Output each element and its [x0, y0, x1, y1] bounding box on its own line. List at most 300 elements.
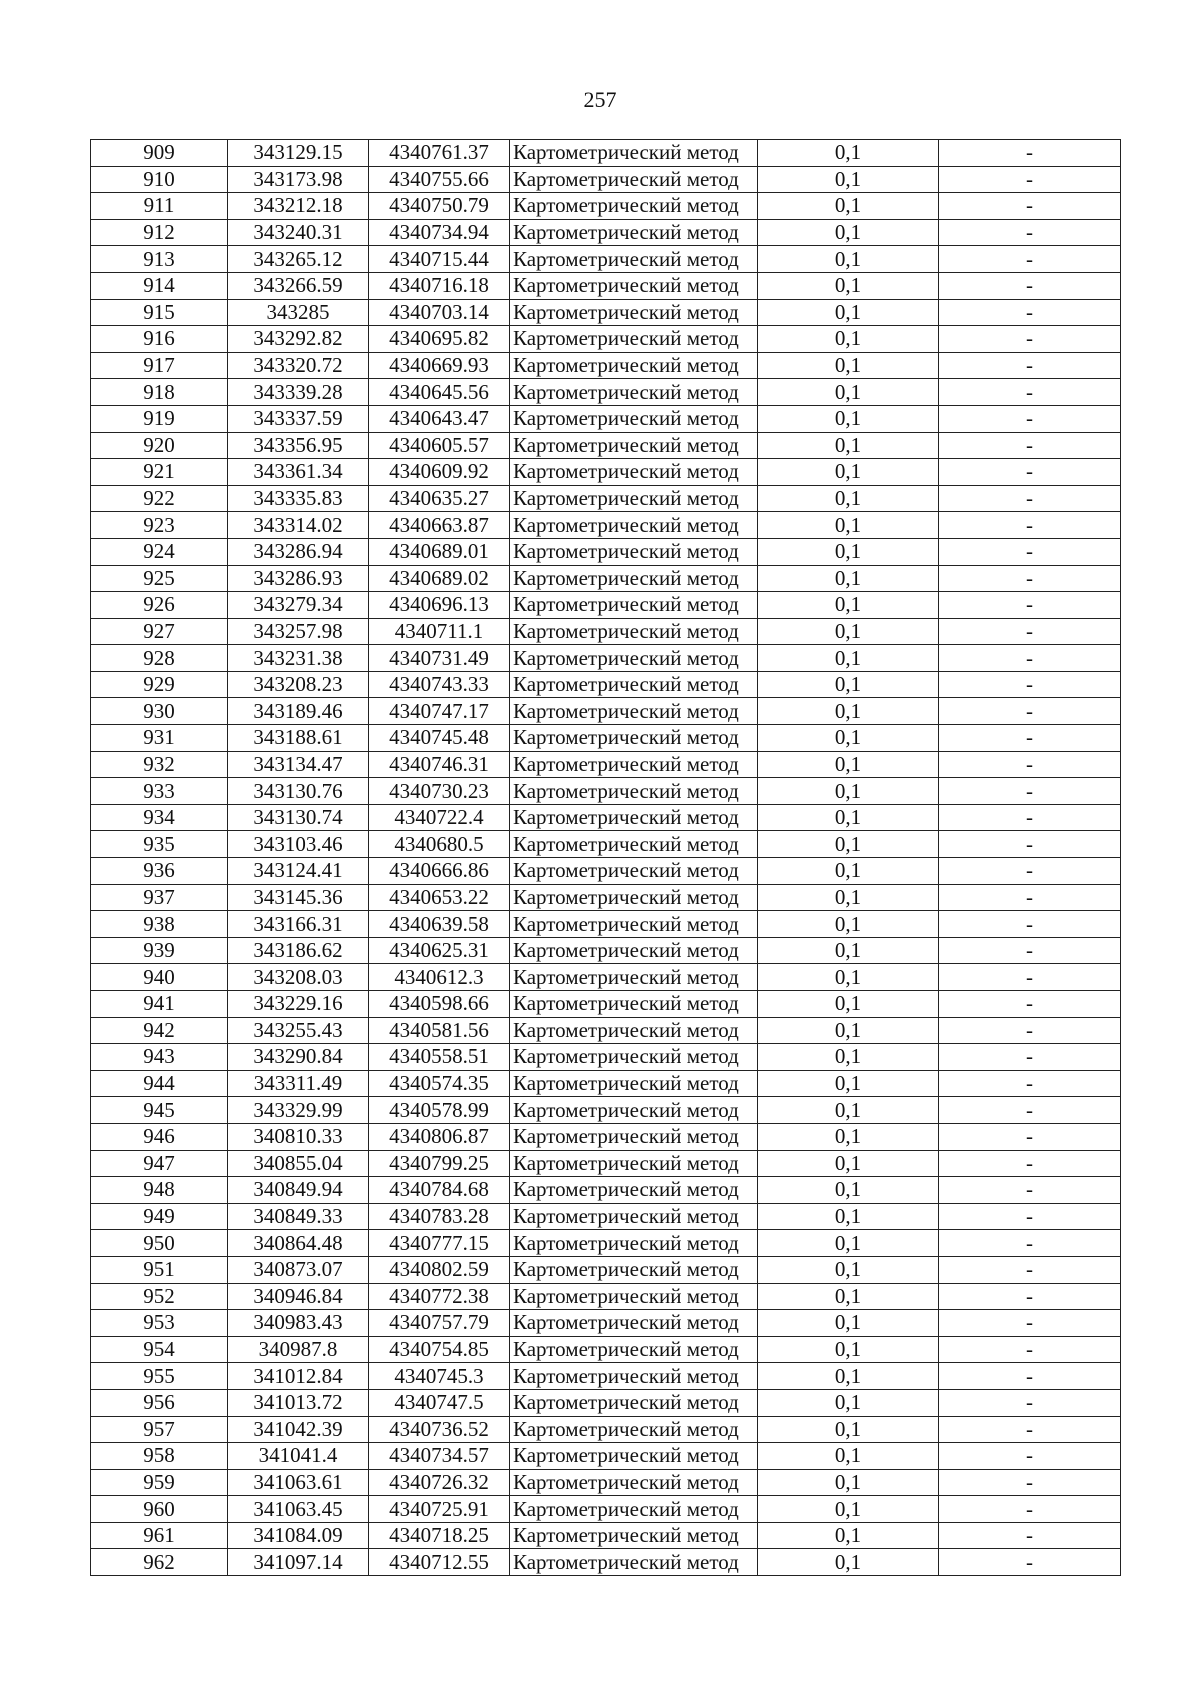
- note-cell: -: [939, 1123, 1121, 1150]
- point-number-cell: 918: [91, 379, 228, 406]
- x-coordinate-cell: 343129.15: [228, 140, 369, 167]
- point-number-cell: 910: [91, 166, 228, 193]
- x-coordinate-cell: 340983.43: [228, 1310, 369, 1337]
- point-number-cell: 940: [91, 964, 228, 991]
- table-row: [91, 432, 1121, 459]
- method-cell: Картометрический метод: [510, 432, 758, 459]
- x-coordinate-cell: 343124.41: [228, 858, 369, 885]
- x-coordinate-cell: 343208.23: [228, 671, 369, 698]
- table-row: [91, 1549, 1121, 1576]
- y-coordinate-cell: 4340731.49: [369, 645, 510, 672]
- table-row: [91, 405, 1121, 432]
- x-coordinate-cell: 343314.02: [228, 512, 369, 539]
- x-coordinate-cell: 343279.34: [228, 592, 369, 619]
- note-cell: -: [939, 1336, 1121, 1363]
- accuracy-cell: 0,1: [758, 592, 939, 619]
- method-cell: Картометрический метод: [510, 1097, 758, 1124]
- method-cell: Картометрический метод: [510, 1230, 758, 1257]
- method-cell: Картометрический метод: [510, 937, 758, 964]
- table-row: [91, 459, 1121, 486]
- note-cell: -: [939, 1097, 1121, 1124]
- accuracy-cell: 0,1: [758, 1123, 939, 1150]
- method-cell: Картометрический метод: [510, 725, 758, 752]
- note-cell: -: [939, 1150, 1121, 1177]
- accuracy-cell: 0,1: [758, 1044, 939, 1071]
- note-cell: -: [939, 1044, 1121, 1071]
- x-coordinate-cell: 343285: [228, 299, 369, 326]
- y-coordinate-cell: 4340754.85: [369, 1336, 510, 1363]
- point-number-cell: 916: [91, 326, 228, 353]
- accuracy-cell: 0,1: [758, 326, 939, 353]
- accuracy-cell: 0,1: [758, 246, 939, 273]
- x-coordinate-cell: 343255.43: [228, 1017, 369, 1044]
- note-cell: -: [939, 1283, 1121, 1310]
- x-coordinate-cell: 341013.72: [228, 1389, 369, 1416]
- note-cell: -: [939, 140, 1121, 167]
- table-row: [91, 1469, 1121, 1496]
- point-number-cell: 962: [91, 1549, 228, 1576]
- accuracy-cell: 0,1: [758, 1256, 939, 1283]
- point-number-cell: 923: [91, 512, 228, 539]
- method-cell: Картометрический метод: [510, 565, 758, 592]
- note-cell: -: [939, 352, 1121, 379]
- method-cell: Картометрический метод: [510, 964, 758, 991]
- x-coordinate-cell: 343286.93: [228, 565, 369, 592]
- y-coordinate-cell: 4340718.25: [369, 1522, 510, 1549]
- x-coordinate-cell: 343339.28: [228, 379, 369, 406]
- x-coordinate-cell: 343257.98: [228, 618, 369, 645]
- y-coordinate-cell: 4340558.51: [369, 1044, 510, 1071]
- table-row: [91, 1150, 1121, 1177]
- accuracy-cell: 0,1: [758, 1177, 939, 1204]
- method-cell: Картометрический метод: [510, 1496, 758, 1523]
- y-coordinate-cell: 4340747.5: [369, 1389, 510, 1416]
- x-coordinate-cell: 343335.83: [228, 485, 369, 512]
- accuracy-cell: 0,1: [758, 352, 939, 379]
- point-number-cell: 930: [91, 698, 228, 725]
- table-row: [91, 1256, 1121, 1283]
- x-coordinate-cell: 343130.74: [228, 804, 369, 831]
- x-coordinate-cell: 343266.59: [228, 272, 369, 299]
- note-cell: -: [939, 459, 1121, 486]
- y-coordinate-cell: 4340639.58: [369, 911, 510, 938]
- note-cell: -: [939, 538, 1121, 565]
- method-cell: Картометрический метод: [510, 1469, 758, 1496]
- note-cell: -: [939, 1070, 1121, 1097]
- x-coordinate-cell: 343173.98: [228, 166, 369, 193]
- point-number-cell: 949: [91, 1203, 228, 1230]
- accuracy-cell: 0,1: [758, 1549, 939, 1576]
- accuracy-cell: 0,1: [758, 379, 939, 406]
- note-cell: -: [939, 858, 1121, 885]
- note-cell: -: [939, 937, 1121, 964]
- note-cell: -: [939, 1469, 1121, 1496]
- x-coordinate-cell: 340849.94: [228, 1177, 369, 1204]
- y-coordinate-cell: 4340712.55: [369, 1549, 510, 1576]
- method-cell: Картометрический метод: [510, 272, 758, 299]
- point-number-cell: 934: [91, 804, 228, 831]
- x-coordinate-cell: 343329.99: [228, 1097, 369, 1124]
- table-row: [91, 140, 1121, 167]
- page-number: 257: [583, 87, 617, 112]
- method-cell: Картометрический метод: [510, 299, 758, 326]
- note-cell: -: [939, 964, 1121, 991]
- x-coordinate-cell: 341063.61: [228, 1469, 369, 1496]
- table-row: [91, 1097, 1121, 1124]
- accuracy-cell: 0,1: [758, 858, 939, 885]
- method-cell: Картометрический метод: [510, 166, 758, 193]
- note-cell: -: [939, 751, 1121, 778]
- y-coordinate-cell: 4340695.82: [369, 326, 510, 353]
- x-coordinate-cell: 343166.31: [228, 911, 369, 938]
- accuracy-cell: 0,1: [758, 778, 939, 805]
- accuracy-cell: 0,1: [758, 937, 939, 964]
- x-coordinate-cell: 340987.8: [228, 1336, 369, 1363]
- point-number-cell: 957: [91, 1416, 228, 1443]
- point-number-cell: 945: [91, 1097, 228, 1124]
- y-coordinate-cell: 4340755.66: [369, 166, 510, 193]
- point-number-cell: 917: [91, 352, 228, 379]
- y-coordinate-cell: 4340784.68: [369, 1177, 510, 1204]
- point-number-cell: 928: [91, 645, 228, 672]
- y-coordinate-cell: 4340726.32: [369, 1469, 510, 1496]
- x-coordinate-cell: 341097.14: [228, 1549, 369, 1576]
- point-number-cell: 913: [91, 246, 228, 273]
- point-number-cell: 929: [91, 671, 228, 698]
- point-number-cell: 944: [91, 1070, 228, 1097]
- table-row: [91, 1070, 1121, 1097]
- point-number-cell: 954: [91, 1336, 228, 1363]
- method-cell: Картометрический метод: [510, 140, 758, 167]
- table-row: [91, 751, 1121, 778]
- x-coordinate-cell: 340946.84: [228, 1283, 369, 1310]
- x-coordinate-cell: 343189.46: [228, 698, 369, 725]
- table-row: [91, 1283, 1121, 1310]
- x-coordinate-cell: 343186.62: [228, 937, 369, 964]
- y-coordinate-cell: 4340581.56: [369, 1017, 510, 1044]
- method-cell: Картометрический метод: [510, 1416, 758, 1443]
- accuracy-cell: 0,1: [758, 725, 939, 752]
- accuracy-cell: 0,1: [758, 911, 939, 938]
- table-row: [91, 246, 1121, 273]
- point-number-cell: 959: [91, 1469, 228, 1496]
- x-coordinate-cell: 343231.38: [228, 645, 369, 672]
- y-coordinate-cell: 4340653.22: [369, 884, 510, 911]
- table-row: [91, 219, 1121, 246]
- table-row: [91, 565, 1121, 592]
- y-coordinate-cell: 4340734.57: [369, 1443, 510, 1470]
- point-number-cell: 909: [91, 140, 228, 167]
- point-number-cell: 948: [91, 1177, 228, 1204]
- y-coordinate-cell: 4340574.35: [369, 1070, 510, 1097]
- table-row: [91, 1389, 1121, 1416]
- method-cell: Картометрический метод: [510, 512, 758, 539]
- y-coordinate-cell: 4340746.31: [369, 751, 510, 778]
- note-cell: -: [939, 1389, 1121, 1416]
- table-row: [91, 964, 1121, 991]
- method-cell: Картометрический метод: [510, 1443, 758, 1470]
- accuracy-cell: 0,1: [758, 618, 939, 645]
- y-coordinate-cell: 4340598.66: [369, 991, 510, 1018]
- y-coordinate-cell: 4340743.33: [369, 671, 510, 698]
- x-coordinate-cell: 343311.49: [228, 1070, 369, 1097]
- note-cell: -: [939, 618, 1121, 645]
- accuracy-cell: 0,1: [758, 140, 939, 167]
- x-coordinate-cell: 343292.82: [228, 326, 369, 353]
- y-coordinate-cell: 4340716.18: [369, 272, 510, 299]
- point-number-cell: 914: [91, 272, 228, 299]
- x-coordinate-cell: 343286.94: [228, 538, 369, 565]
- method-cell: Картометрический метод: [510, 804, 758, 831]
- table-row: [91, 299, 1121, 326]
- note-cell: -: [939, 405, 1121, 432]
- point-number-cell: 950: [91, 1230, 228, 1257]
- table-row: [91, 485, 1121, 512]
- accuracy-cell: 0,1: [758, 1150, 939, 1177]
- x-coordinate-cell: 341063.45: [228, 1496, 369, 1523]
- y-coordinate-cell: 4340635.27: [369, 485, 510, 512]
- note-cell: -: [939, 432, 1121, 459]
- note-cell: -: [939, 831, 1121, 858]
- accuracy-cell: 0,1: [758, 1230, 939, 1257]
- y-coordinate-cell: 4340761.37: [369, 140, 510, 167]
- y-coordinate-cell: 4340777.15: [369, 1230, 510, 1257]
- accuracy-cell: 0,1: [758, 1389, 939, 1416]
- note-cell: -: [939, 1496, 1121, 1523]
- table-row: [91, 272, 1121, 299]
- accuracy-cell: 0,1: [758, 299, 939, 326]
- method-cell: Картометрический метод: [510, 991, 758, 1018]
- accuracy-cell: 0,1: [758, 1097, 939, 1124]
- table-row: [91, 1363, 1121, 1390]
- note-cell: -: [939, 804, 1121, 831]
- point-number-cell: 938: [91, 911, 228, 938]
- table-row: [91, 1496, 1121, 1523]
- table-row: [91, 671, 1121, 698]
- accuracy-cell: 0,1: [758, 698, 939, 725]
- accuracy-cell: 0,1: [758, 1443, 939, 1470]
- y-coordinate-cell: 4340747.17: [369, 698, 510, 725]
- note-cell: -: [939, 219, 1121, 246]
- note-cell: -: [939, 1363, 1121, 1390]
- y-coordinate-cell: 4340689.01: [369, 538, 510, 565]
- note-cell: -: [939, 272, 1121, 299]
- note-cell: -: [939, 991, 1121, 1018]
- point-number-cell: 952: [91, 1283, 228, 1310]
- table-row: [91, 1044, 1121, 1071]
- y-coordinate-cell: 4340806.87: [369, 1123, 510, 1150]
- x-coordinate-cell: 343212.18: [228, 193, 369, 220]
- y-coordinate-cell: 4340750.79: [369, 193, 510, 220]
- point-number-cell: 911: [91, 193, 228, 220]
- y-coordinate-cell: 4340680.5: [369, 831, 510, 858]
- x-coordinate-cell: 343361.34: [228, 459, 369, 486]
- accuracy-cell: 0,1: [758, 1336, 939, 1363]
- method-cell: Картометрический метод: [510, 911, 758, 938]
- note-cell: -: [939, 565, 1121, 592]
- method-cell: Картометрический метод: [510, 485, 758, 512]
- accuracy-cell: 0,1: [758, 1496, 939, 1523]
- note-cell: -: [939, 193, 1121, 220]
- table-row: [91, 1203, 1121, 1230]
- method-cell: Картометрический метод: [510, 1256, 758, 1283]
- x-coordinate-cell: 343265.12: [228, 246, 369, 273]
- note-cell: -: [939, 166, 1121, 193]
- table-row: [91, 858, 1121, 885]
- x-coordinate-cell: 343337.59: [228, 405, 369, 432]
- point-number-cell: 941: [91, 991, 228, 1018]
- x-coordinate-cell: 343188.61: [228, 725, 369, 752]
- table-row: [91, 379, 1121, 406]
- table-row: [91, 618, 1121, 645]
- note-cell: -: [939, 1203, 1121, 1230]
- x-coordinate-cell: 341041.4: [228, 1443, 369, 1470]
- note-cell: -: [939, 1177, 1121, 1204]
- note-cell: -: [939, 299, 1121, 326]
- accuracy-cell: 0,1: [758, 804, 939, 831]
- table-row: [91, 592, 1121, 619]
- y-coordinate-cell: 4340703.14: [369, 299, 510, 326]
- method-cell: Картометрический метод: [510, 858, 758, 885]
- table-row: [91, 937, 1121, 964]
- method-cell: Картометрический метод: [510, 246, 758, 273]
- note-cell: -: [939, 1017, 1121, 1044]
- accuracy-cell: 0,1: [758, 1203, 939, 1230]
- table-row: [91, 884, 1121, 911]
- accuracy-cell: 0,1: [758, 1310, 939, 1337]
- accuracy-cell: 0,1: [758, 991, 939, 1018]
- point-number-cell: 936: [91, 858, 228, 885]
- method-cell: Картометрический метод: [510, 352, 758, 379]
- method-cell: Картометрический метод: [510, 379, 758, 406]
- method-cell: Картометрический метод: [510, 193, 758, 220]
- point-number-cell: 937: [91, 884, 228, 911]
- method-cell: Картометрический метод: [510, 1044, 758, 1071]
- y-coordinate-cell: 4340643.47: [369, 405, 510, 432]
- method-cell: Картометрический метод: [510, 1150, 758, 1177]
- y-coordinate-cell: 4340799.25: [369, 1150, 510, 1177]
- accuracy-cell: 0,1: [758, 193, 939, 220]
- y-coordinate-cell: 4340663.87: [369, 512, 510, 539]
- table-row: [91, 1522, 1121, 1549]
- x-coordinate-cell: 343240.31: [228, 219, 369, 246]
- method-cell: Картометрический метод: [510, 698, 758, 725]
- method-cell: Картометрический метод: [510, 1363, 758, 1390]
- x-coordinate-cell: 343130.76: [228, 778, 369, 805]
- method-cell: Картометрический метод: [510, 751, 758, 778]
- x-coordinate-cell: 340810.33: [228, 1123, 369, 1150]
- method-cell: Картометрический метод: [510, 405, 758, 432]
- note-cell: -: [939, 512, 1121, 539]
- x-coordinate-cell: 343103.46: [228, 831, 369, 858]
- y-coordinate-cell: 4340802.59: [369, 1256, 510, 1283]
- point-number-cell: 932: [91, 751, 228, 778]
- method-cell: Картометрический метод: [510, 671, 758, 698]
- table-row: [91, 645, 1121, 672]
- accuracy-cell: 0,1: [758, 884, 939, 911]
- method-cell: Картометрический метод: [510, 778, 758, 805]
- coordinates-table: [90, 139, 1121, 1576]
- accuracy-cell: 0,1: [758, 432, 939, 459]
- accuracy-cell: 0,1: [758, 964, 939, 991]
- y-coordinate-cell: 4340715.44: [369, 246, 510, 273]
- table-row: [91, 831, 1121, 858]
- method-cell: Картометрический метод: [510, 1123, 758, 1150]
- table-row: [91, 352, 1121, 379]
- y-coordinate-cell: 4340696.13: [369, 592, 510, 619]
- y-coordinate-cell: 4340730.23: [369, 778, 510, 805]
- x-coordinate-cell: 343145.36: [228, 884, 369, 911]
- point-number-cell: 951: [91, 1256, 228, 1283]
- accuracy-cell: 0,1: [758, 1070, 939, 1097]
- table-row: [91, 1443, 1121, 1470]
- accuracy-cell: 0,1: [758, 831, 939, 858]
- accuracy-cell: 0,1: [758, 1416, 939, 1443]
- point-number-cell: 956: [91, 1389, 228, 1416]
- note-cell: -: [939, 698, 1121, 725]
- table-row: [91, 193, 1121, 220]
- note-cell: -: [939, 911, 1121, 938]
- accuracy-cell: 0,1: [758, 645, 939, 672]
- point-number-cell: 931: [91, 725, 228, 752]
- method-cell: Картометрический метод: [510, 326, 758, 353]
- method-cell: Картометрический метод: [510, 592, 758, 619]
- note-cell: -: [939, 246, 1121, 273]
- point-number-cell: 946: [91, 1123, 228, 1150]
- accuracy-cell: 0,1: [758, 1522, 939, 1549]
- note-cell: -: [939, 1310, 1121, 1337]
- y-coordinate-cell: 4340711.1: [369, 618, 510, 645]
- x-coordinate-cell: 341084.09: [228, 1522, 369, 1549]
- method-cell: Картометрический метод: [510, 219, 758, 246]
- y-coordinate-cell: 4340772.38: [369, 1283, 510, 1310]
- x-coordinate-cell: 340855.04: [228, 1150, 369, 1177]
- x-coordinate-cell: 341042.39: [228, 1416, 369, 1443]
- method-cell: Картометрический метод: [510, 1549, 758, 1576]
- point-number-cell: 958: [91, 1443, 228, 1470]
- x-coordinate-cell: 340849.33: [228, 1203, 369, 1230]
- table-row: [91, 725, 1121, 752]
- accuracy-cell: 0,1: [758, 272, 939, 299]
- method-cell: Картометрический метод: [510, 1283, 758, 1310]
- table-row: [91, 166, 1121, 193]
- note-cell: -: [939, 592, 1121, 619]
- y-coordinate-cell: 4340669.93: [369, 352, 510, 379]
- note-cell: -: [939, 1416, 1121, 1443]
- accuracy-cell: 0,1: [758, 1469, 939, 1496]
- x-coordinate-cell: 341012.84: [228, 1363, 369, 1390]
- y-coordinate-cell: 4340666.86: [369, 858, 510, 885]
- table-row: [91, 698, 1121, 725]
- note-cell: -: [939, 725, 1121, 752]
- x-coordinate-cell: 340864.48: [228, 1230, 369, 1257]
- method-cell: Картометрический метод: [510, 645, 758, 672]
- table-row: [91, 1336, 1121, 1363]
- table-row: [91, 1017, 1121, 1044]
- method-cell: Картометрический метод: [510, 1336, 758, 1363]
- accuracy-cell: 0,1: [758, 512, 939, 539]
- y-coordinate-cell: 4340722.4: [369, 804, 510, 831]
- y-coordinate-cell: 4340625.31: [369, 937, 510, 964]
- point-number-cell: 942: [91, 1017, 228, 1044]
- table-row: [91, 911, 1121, 938]
- point-number-cell: 955: [91, 1363, 228, 1390]
- y-coordinate-cell: 4340757.79: [369, 1310, 510, 1337]
- accuracy-cell: 0,1: [758, 538, 939, 565]
- method-cell: Картометрический метод: [510, 884, 758, 911]
- point-number-cell: 915: [91, 299, 228, 326]
- table-row: [91, 326, 1121, 353]
